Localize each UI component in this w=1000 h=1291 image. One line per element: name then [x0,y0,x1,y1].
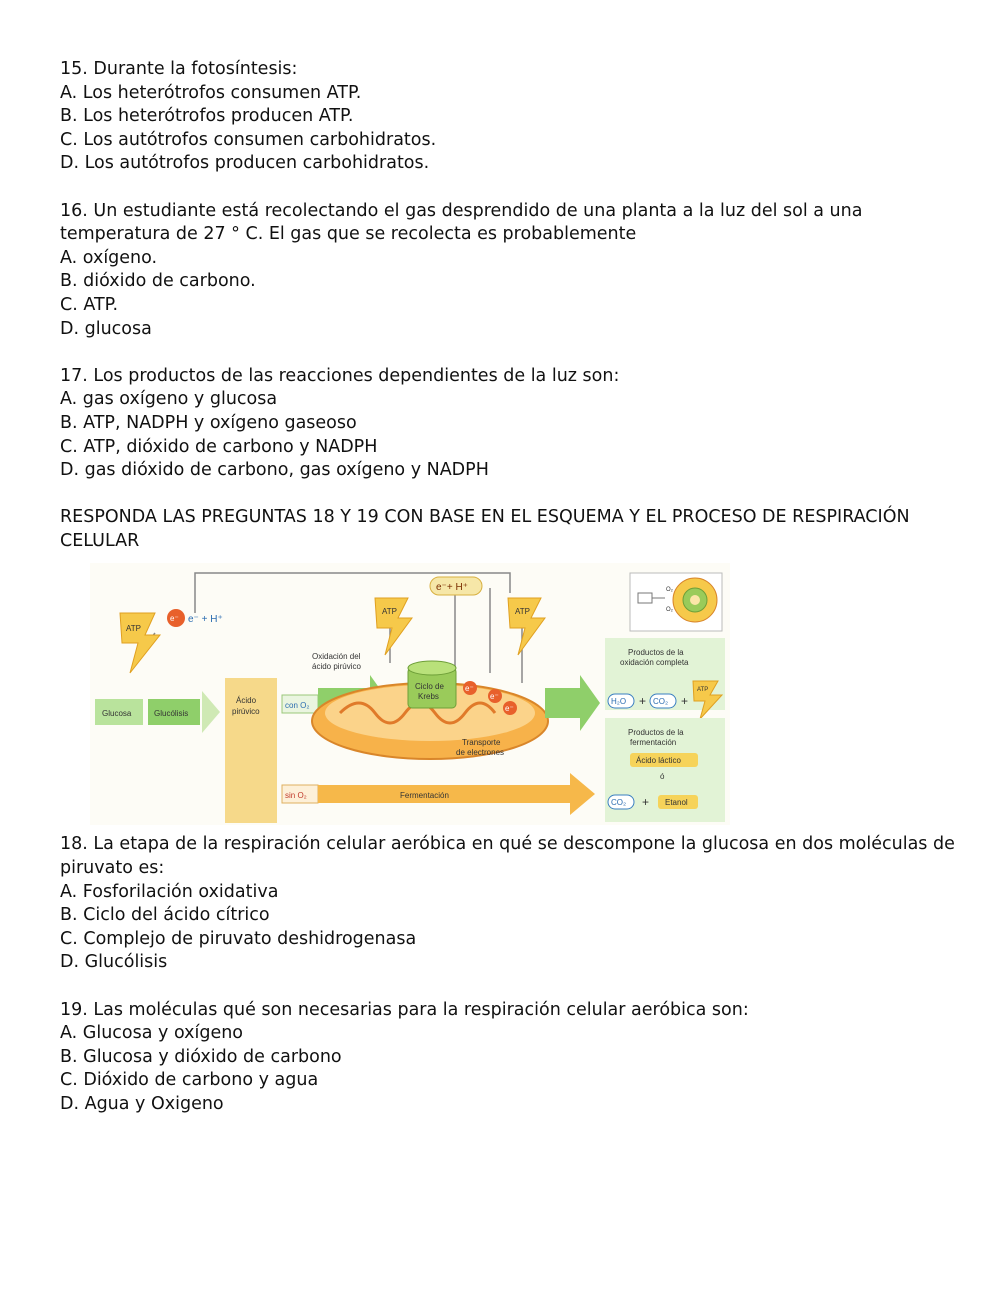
svg-text:Ácido: Ácido [236,696,257,706]
atp-bolt-2-icon [375,598,412,655]
svg-text:CO₂: CO₂ [653,697,669,707]
cellular-respiration-diagram [90,563,730,825]
option-a[interactable]: A. gas oxígeno y glucosa [60,389,278,410]
svg-text:pirúvico: pirúvico [232,707,260,717]
svg-text:Etanol: Etanol [665,798,688,808]
svg-text:Fermentación: Fermentación [400,791,449,801]
svg-text:Productos de la: Productos de la [628,648,684,658]
question-17 [60,365,960,483]
svg-text:Glucosa: Glucosa [102,709,132,719]
question-stem: 15. Durante la fotosíntesis: [60,59,298,79]
option-a[interactable]: A. Los heterótrofos consumen ATP. [60,82,362,103]
svg-text:Ciclo de: Ciclo de [415,682,444,692]
option-d[interactable]: D. gas dióxido de carbono, gas oxígeno y NADPH [60,460,489,481]
question-stem: 16. Un estudiante está recolectando el gas desprendido de una planta a la luz del sol a una temperatura de 27 ° C. El gas que se recolecta es probablemente [60,200,863,245]
instruction-text: RESPONDA LAS PREGUNTAS 18 Y 19 CON BASE EN EL ESQUEMA Y EL PROCESO DE RESPIRACIÓN CELULAR [60,507,910,551]
question-15 [60,58,960,176]
svg-text:Krebs: Krebs [418,692,439,702]
option-c[interactable]: C. ATP. [60,294,119,315]
option-c[interactable]: C. Complejo de piruvato deshidrogenasa [60,928,417,949]
svg-text:e⁻: e⁻ [170,614,179,624]
svg-text:O₂: O₂ [666,607,673,614]
svg-text:ó: ó [660,772,665,782]
svg-text:Ácido láctico: Ácido láctico [636,756,681,766]
option-b[interactable]: B. ATP, NADPH y oxígeno gaseoso [60,412,357,433]
option-b[interactable]: B. Ciclo del ácido cítrico [60,905,270,926]
svg-text:Transporte: Transporte [462,738,501,748]
atp-bolt-3-icon [508,598,545,655]
option-d[interactable]: D. Agua y Oxigeno [60,1094,224,1114]
svg-text:e⁻: e⁻ [490,692,499,702]
svg-text:H₂O: H₂O [611,697,627,707]
question-19 [60,999,960,1117]
svg-text:Oxidación del: Oxidación del [312,652,361,662]
option-b[interactable]: B. Glucosa y dióxido de carbono [60,1046,342,1067]
option-a[interactable]: A. Fosforilación oxidativa [60,881,279,902]
question-18 [60,833,960,975]
svg-text:Glucólisis: Glucólisis [154,709,189,719]
diagram-svg [90,563,730,825]
svg-text:ácido pirúvico: ácido pirúvico [312,662,361,672]
svg-text:con O₂: con O₂ [285,701,310,711]
svg-text:fermentación: fermentación [630,738,677,748]
question-16 [60,200,960,342]
option-c[interactable]: C. ATP, dióxido de carbono y NADPH [60,436,378,457]
option-a[interactable]: A. Glucosa y oxígeno [60,1023,244,1044]
svg-text:+: + [681,694,689,709]
svg-text:ATP: ATP [126,624,141,634]
question-stem: 19. Las moléculas qué son necesarias para la respiración celular aeróbica son: [60,999,749,1020]
question-stem: 17. Los productos de las reacciones dependientes de la luz son: [60,365,620,386]
question-stem: 18. La etapa de la respiración celular aeróbica en qué se descompone la glucosa en dos moléculas de piruvato es: [60,834,955,879]
svg-text:ATP: ATP [382,607,397,617]
option-a[interactable]: A. oxígeno. [60,247,158,268]
option-c[interactable]: C. Dióxido de carbono y agua [60,1070,319,1091]
fermentation-arrow [318,773,595,815]
svg-text:de electrones: de electrones [456,748,505,758]
option-d[interactable]: D. glucosa [60,318,152,339]
svg-text:e⁻: e⁻ [505,704,514,714]
svg-text:O₂: O₂ [666,587,673,594]
option-b[interactable]: B. Los heterótrofos producen ATP. [60,106,354,127]
atp-bolt-1-icon [120,613,160,673]
svg-text:e⁻: e⁻ [465,684,474,694]
worksheet [60,58,960,1140]
svg-text:+: + [642,795,650,810]
svg-text:ATP: ATP [697,687,709,694]
option-d[interactable]: D. Glucólisis [60,952,168,973]
svg-text:sin O₂: sin O₂ [285,791,307,801]
svg-text:ATP: ATP [515,607,530,617]
option-c[interactable]: C. Los autótrofos consumen carbohidratos. [60,129,437,150]
option-d[interactable]: D. Los autótrofos producen carbohidratos. [60,153,430,174]
option-b[interactable]: B. dióxido de carbono. [60,271,256,292]
svg-text:+: + [639,694,647,709]
svg-text:oxidación completa: oxidación completa [620,658,689,668]
electron-proton-left: e⁻ + H⁺ [188,614,223,626]
svg-text:Productos de la: Productos de la [628,728,684,738]
electron-proton-top: e⁻+ H⁺ [436,582,468,594]
svg-text:CO₂: CO₂ [611,798,627,808]
